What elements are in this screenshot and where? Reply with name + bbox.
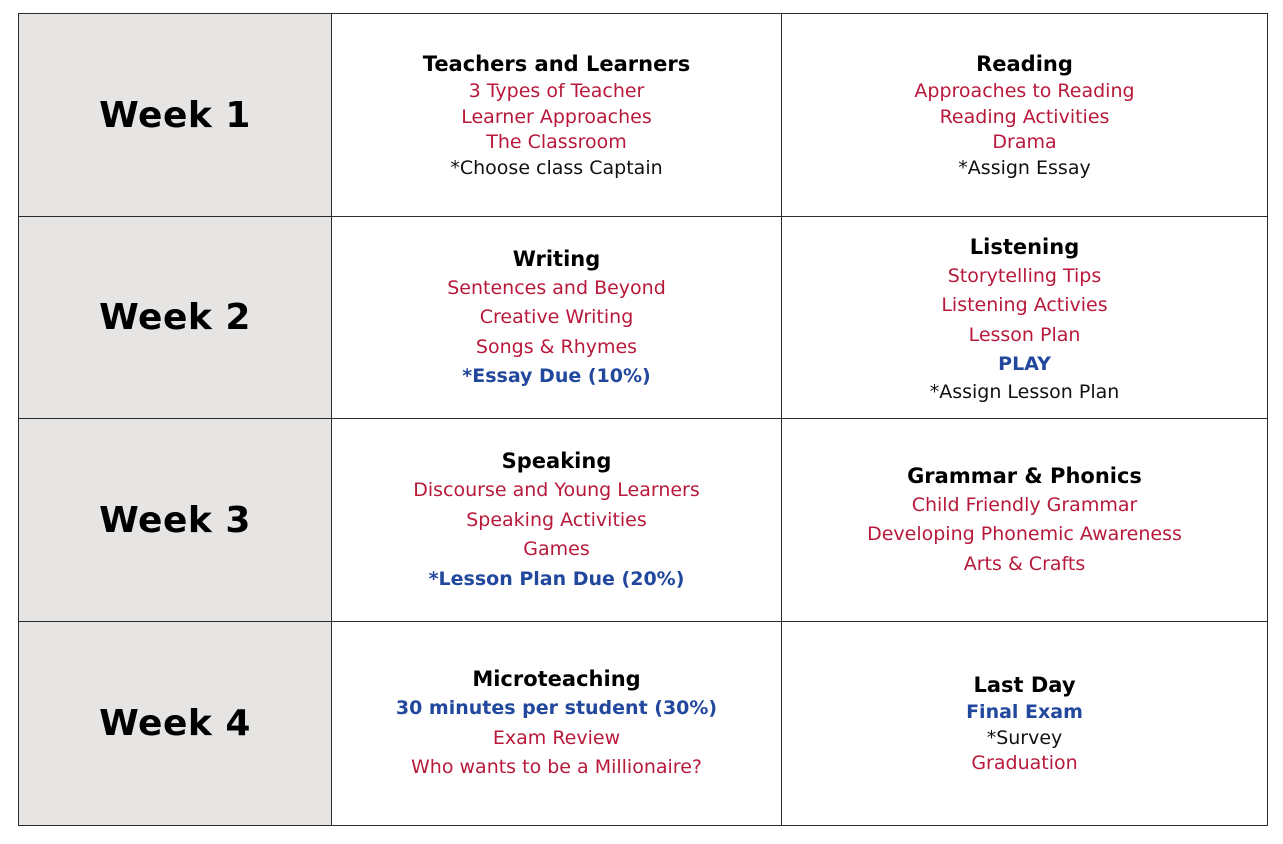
session-cell (332, 419, 782, 622)
week-row-4 (19, 622, 1268, 826)
course-schedule-table (18, 13, 1268, 826)
session-cell (332, 217, 782, 419)
session-topic: 3 Types of Teacher (468, 80, 645, 102)
session-topic: Songs & Rhymes (475, 335, 638, 358)
session-topic: The Classroom (486, 131, 627, 153)
week-row-1 (19, 14, 1268, 217)
session-note: *Choose class Captain (450, 156, 663, 179)
session-graded-note: 30 minutes per student (30%) (395, 697, 718, 720)
session-cell (782, 14, 1268, 217)
session-title: Teachers and Learners (422, 52, 691, 76)
week-label: Week 2 (19, 217, 332, 419)
session-topic: Exam Review (492, 726, 621, 749)
session-topic: Lesson Plan (968, 323, 1081, 346)
session-topic: Games (523, 538, 590, 560)
session-cell (332, 14, 782, 217)
session-topic: Sentences and Beyond (447, 276, 666, 299)
session-due-note: *Lesson Plan Due (20%) (428, 567, 685, 590)
session-title: Listening (969, 234, 1080, 259)
session-due-note: *Essay Due (10%) (462, 365, 651, 387)
week-label: Week 3 (19, 419, 332, 622)
session-topic: Listening Activies (941, 294, 1108, 316)
session-topic: Developing Phonemic Awareness (867, 523, 1182, 546)
session-highlight: PLAY (998, 353, 1051, 375)
session-topic: Graduation (971, 752, 1078, 775)
week-label: Week 1 (19, 14, 332, 217)
session-note: *Survey (986, 726, 1063, 749)
session-highlight: Final Exam (966, 701, 1083, 724)
session-topic: Speaking Activities (466, 508, 647, 531)
session-title: Grammar & Phonics (907, 463, 1142, 488)
session-cell (332, 622, 782, 826)
session-topic: Learner Approaches (461, 105, 652, 128)
session-topic: Creative Writing (479, 306, 634, 328)
session-cell (782, 622, 1268, 826)
session-topic: Reading Activities (939, 105, 1110, 128)
session-cell (782, 419, 1268, 622)
session-topic: Who wants to be a Millionaire? (411, 756, 702, 779)
session-note: *Assign Lesson Plan (929, 380, 1120, 403)
session-topic: Discourse and Young Learners (413, 479, 700, 501)
session-title: Reading (976, 52, 1073, 76)
week-row-2 (19, 217, 1268, 419)
session-title: Last Day (973, 673, 1076, 698)
session-topic: Approaches to Reading (914, 80, 1135, 102)
session-cell (782, 217, 1268, 419)
session-title: Speaking (501, 449, 612, 473)
session-topic: Drama (992, 131, 1057, 153)
week-label: Week 4 (19, 622, 332, 826)
session-topic: Storytelling Tips (947, 264, 1102, 287)
session-note: *Assign Essay (958, 156, 1091, 179)
session-title: Microteaching (472, 667, 641, 692)
week-row-3 (19, 419, 1268, 622)
session-title: Writing (512, 246, 601, 271)
session-topic: Arts & Crafts (963, 552, 1086, 575)
session-topic: Child Friendly Grammar (911, 493, 1138, 516)
